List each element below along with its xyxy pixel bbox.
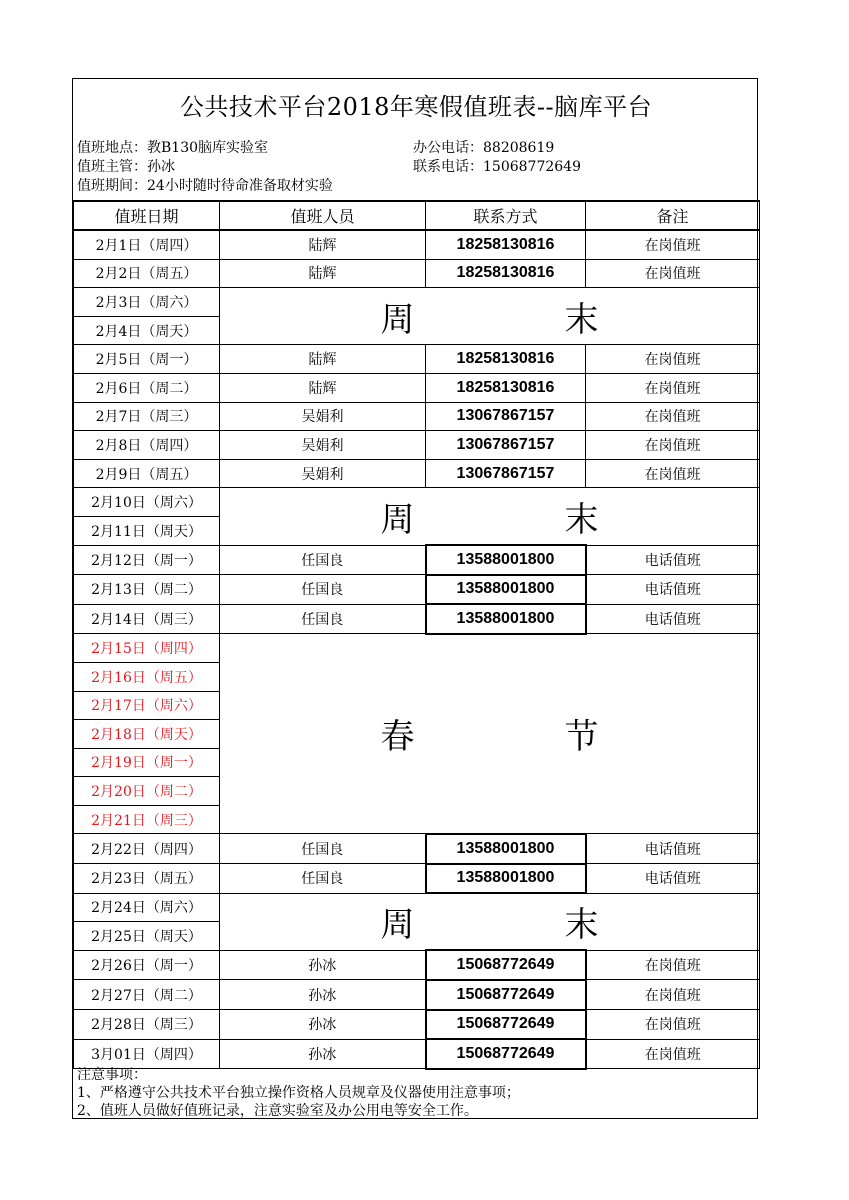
table-row — [74, 575, 760, 605]
schedule-table — [73, 200, 760, 1070]
span-label-right: 节 — [564, 717, 599, 758]
cell-date: 2月25日（周天） — [74, 922, 220, 951]
cell-note: 在岗值班 — [586, 950, 760, 980]
header-note: 备注 — [586, 201, 760, 230]
cell-person: 吴娟利 — [220, 402, 426, 431]
cell-person: 孙冰 — [220, 950, 426, 980]
duty-location: 值班地点：教B130脑库实验室 — [77, 140, 269, 156]
cell-note: 在岗值班 — [586, 459, 760, 488]
page-title: 公共技术平台2018年寒假值班表--脑库平台 — [179, 93, 653, 121]
note-item-1: 1、严格遵守公共技术平台独立操作资格人员规章及仪器使用注意事项； — [77, 1085, 520, 1101]
cell-phone: 15068772649 — [426, 1010, 586, 1040]
header-date: 值班日期 — [74, 201, 220, 230]
cell-date: 2月5日（周一） — [74, 345, 220, 374]
table-header-row — [74, 201, 760, 230]
spring-festival-cell — [220, 634, 760, 834]
duty-supervisor: 值班主管：孙冰 — [77, 159, 175, 175]
cell-date: 2月15日（周四） — [74, 634, 220, 663]
span-label-left: 周 — [380, 499, 415, 540]
table-row — [74, 545, 760, 575]
table-row — [74, 634, 760, 663]
table-body — [74, 230, 760, 1069]
cell-note: 在岗值班 — [586, 373, 760, 402]
cell-date: 2月2日（周五） — [74, 259, 220, 288]
table-row — [74, 834, 760, 864]
cell-person: 任国良 — [220, 575, 426, 605]
cell-date: 2月22日（周四） — [74, 834, 220, 864]
table-row — [74, 373, 760, 402]
table-row — [74, 259, 760, 288]
table-row — [74, 893, 760, 922]
cell-phone: 18258130816 — [426, 230, 586, 259]
cell-phone: 13588001800 — [426, 575, 586, 605]
duty-schedule-sheet — [72, 78, 758, 1119]
cell-date: 2月12日（周一） — [74, 545, 220, 575]
table-row — [74, 230, 760, 259]
cell-note: 电话值班 — [586, 575, 760, 605]
span-label-left: 春 — [380, 717, 415, 758]
cell-note: 电话值班 — [586, 545, 760, 575]
header-contact: 联系方式 — [426, 201, 586, 230]
cell-date: 2月1日（周四） — [74, 230, 220, 259]
cell-person: 任国良 — [220, 834, 426, 864]
cell-note: 电话值班 — [586, 604, 760, 634]
office-phone: 办公电话：88208619 — [413, 140, 555, 156]
cell-person: 吴娟利 — [220, 459, 426, 488]
cell-date: 2月3日（周六） — [74, 288, 220, 317]
span-label-right: 末 — [564, 299, 599, 340]
cell-phone: 13588001800 — [426, 604, 586, 634]
cell-date: 2月21日（周三） — [74, 805, 220, 834]
cell-person: 孙冰 — [220, 1010, 426, 1040]
table-row — [74, 431, 760, 460]
cell-note: 在岗值班 — [586, 1010, 760, 1040]
contact-phone: 联系电话：15068772649 — [413, 159, 581, 175]
cell-person: 任国良 — [220, 864, 426, 894]
cell-date: 2月20日（周二） — [74, 777, 220, 806]
note-item-2: 2、值班人员做好值班记录，注意实验室及办公用电等安全工作。 — [77, 1103, 478, 1119]
weekend-cell — [220, 488, 760, 545]
table-row — [74, 288, 760, 317]
cell-date: 2月28日（周三） — [74, 1010, 220, 1040]
table-row — [74, 402, 760, 431]
cell-person: 陆辉 — [220, 345, 426, 374]
cell-date: 3月01日（周四） — [74, 1039, 220, 1069]
cell-person: 吴娟利 — [220, 431, 426, 460]
cell-note: 在岗值班 — [586, 259, 760, 288]
cell-person: 任国良 — [220, 545, 426, 575]
cell-date: 2月7日（周三） — [74, 402, 220, 431]
cell-date: 2月11日（周天） — [74, 516, 220, 545]
cell-date: 2月18日（周天） — [74, 720, 220, 749]
span-label-left: 周 — [380, 299, 415, 340]
cell-date: 2月10日（周六） — [74, 488, 220, 517]
duty-period: 值班期间：24小时随时待命准备取材实验 — [77, 178, 333, 194]
cell-phone: 18258130816 — [426, 259, 586, 288]
span-label-left: 周 — [380, 905, 415, 946]
span-label-right: 末 — [564, 905, 599, 946]
cell-date: 2月27日（周二） — [74, 980, 220, 1010]
table-row — [74, 459, 760, 488]
cell-date: 2月23日（周五） — [74, 864, 220, 894]
cell-note: 电话值班 — [586, 834, 760, 864]
table-row — [74, 1010, 760, 1040]
cell-person: 孙冰 — [220, 980, 426, 1010]
cell-date: 2月26日（周一） — [74, 950, 220, 980]
cell-phone: 15068772649 — [426, 950, 586, 980]
cell-phone: 13067867157 — [426, 459, 586, 488]
cell-note: 电话值班 — [586, 864, 760, 894]
notes-heading: 注意事项： — [77, 1067, 147, 1083]
cell-date: 2月9日（周五） — [74, 459, 220, 488]
table-row — [74, 345, 760, 374]
weekend-cell — [220, 288, 760, 345]
cell-phone: 13588001800 — [426, 545, 586, 575]
cell-date: 2月19日（周一） — [74, 748, 220, 777]
cell-person: 陆辉 — [220, 373, 426, 402]
table-row — [74, 604, 760, 634]
cell-note: 在岗值班 — [586, 1039, 760, 1069]
cell-person: 陆辉 — [220, 230, 426, 259]
cell-note: 在岗值班 — [586, 402, 760, 431]
cell-date: 2月6日（周二） — [74, 373, 220, 402]
header-person: 值班人员 — [220, 201, 426, 230]
cell-person: 孙冰 — [220, 1039, 426, 1069]
cell-phone: 18258130816 — [426, 345, 586, 374]
cell-date: 2月14日（周三） — [74, 604, 220, 634]
cell-date: 2月17日（周六） — [74, 691, 220, 720]
cell-phone: 13588001800 — [426, 864, 586, 894]
table-row — [74, 950, 760, 980]
cell-date: 2月8日（周四） — [74, 431, 220, 460]
cell-note: 在岗值班 — [586, 230, 760, 259]
cell-person: 陆辉 — [220, 259, 426, 288]
table-row — [74, 980, 760, 1010]
cell-note: 在岗值班 — [586, 345, 760, 374]
cell-date: 2月24日（周六） — [74, 893, 220, 922]
span-label-right: 末 — [564, 499, 599, 540]
cell-phone: 15068772649 — [426, 980, 586, 1010]
cell-phone: 15068772649 — [426, 1039, 586, 1069]
cell-phone: 18258130816 — [426, 373, 586, 402]
cell-person: 任国良 — [220, 604, 426, 634]
cell-date: 2月4日（周天） — [74, 316, 220, 345]
table-row — [74, 488, 760, 517]
cell-date: 2月16日（周五） — [74, 662, 220, 691]
cell-phone: 13588001800 — [426, 834, 586, 864]
cell-note: 在岗值班 — [586, 431, 760, 460]
table-row — [74, 1039, 760, 1069]
cell-phone: 13067867157 — [426, 431, 586, 460]
cell-phone: 13067867157 — [426, 402, 586, 431]
cell-date: 2月13日（周二） — [74, 575, 220, 605]
weekend-cell — [220, 893, 760, 950]
table-row — [74, 864, 760, 894]
cell-note: 在岗值班 — [586, 980, 760, 1010]
